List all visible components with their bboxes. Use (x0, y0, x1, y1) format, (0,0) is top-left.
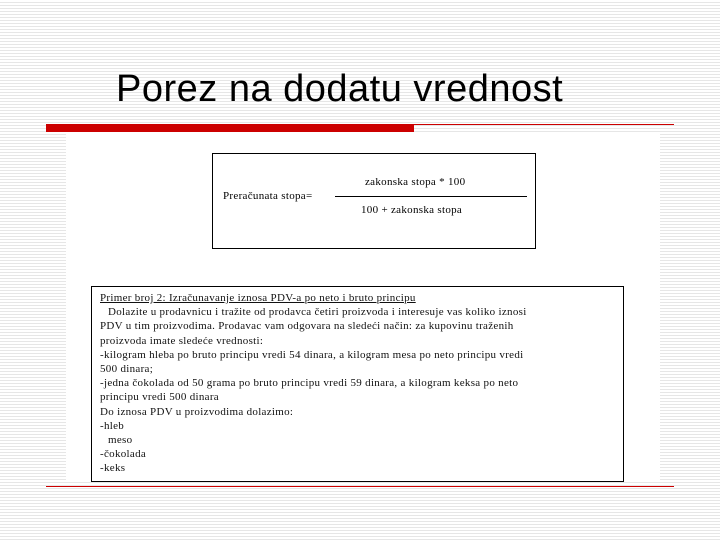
example-box (91, 286, 624, 482)
example-line: meso (108, 434, 133, 447)
title-underline (414, 124, 674, 125)
example-line: -čokolada (100, 448, 147, 461)
bottom-rule (46, 486, 674, 487)
example-line: proizvoda imate sledeće vrednosti: (100, 334, 264, 347)
title-accent-bar (46, 124, 414, 132)
formula-denominator: 100 + zakonska stopa (361, 204, 463, 216)
example-heading: Primer broj 2: Izračunavanje iznosa PDV-a po neto i bruto principu (100, 292, 416, 304)
example-line: -hleb (100, 419, 125, 432)
formula-numerator: zakonska stopa * 100 (365, 176, 466, 188)
example-line: Do iznosa PDV u proizvodima dolazimo: (100, 405, 294, 418)
formula-label: Preračunata stopa= (223, 190, 313, 202)
example-line: PDV u tim proizvodima. Prodavac vam odgovara na sledeći način: za kupovinu traženih (100, 320, 514, 333)
example-line: -keks (100, 462, 126, 475)
slide-title: Porez na dodatu vrednost (116, 68, 564, 110)
fraction-line (335, 196, 527, 197)
example-line: 500 dinara; (100, 363, 154, 376)
example-line: principu vredi 500 dinara (100, 391, 219, 404)
example-line: Dolazite u prodavnicu i tražite od prodavca četiri proizvoda i interesuje vas koliko iznosi (108, 306, 527, 319)
formula-box (212, 153, 536, 249)
example-line: -kilogram hleba po bruto principu vredi 54 dinara, a kilogram mesa po neto principu vredi (100, 348, 524, 361)
example-line: -jedna čokolada od 50 grama po bruto principu vredi 59 dinara, a kilogram keksa po neto (100, 377, 519, 390)
